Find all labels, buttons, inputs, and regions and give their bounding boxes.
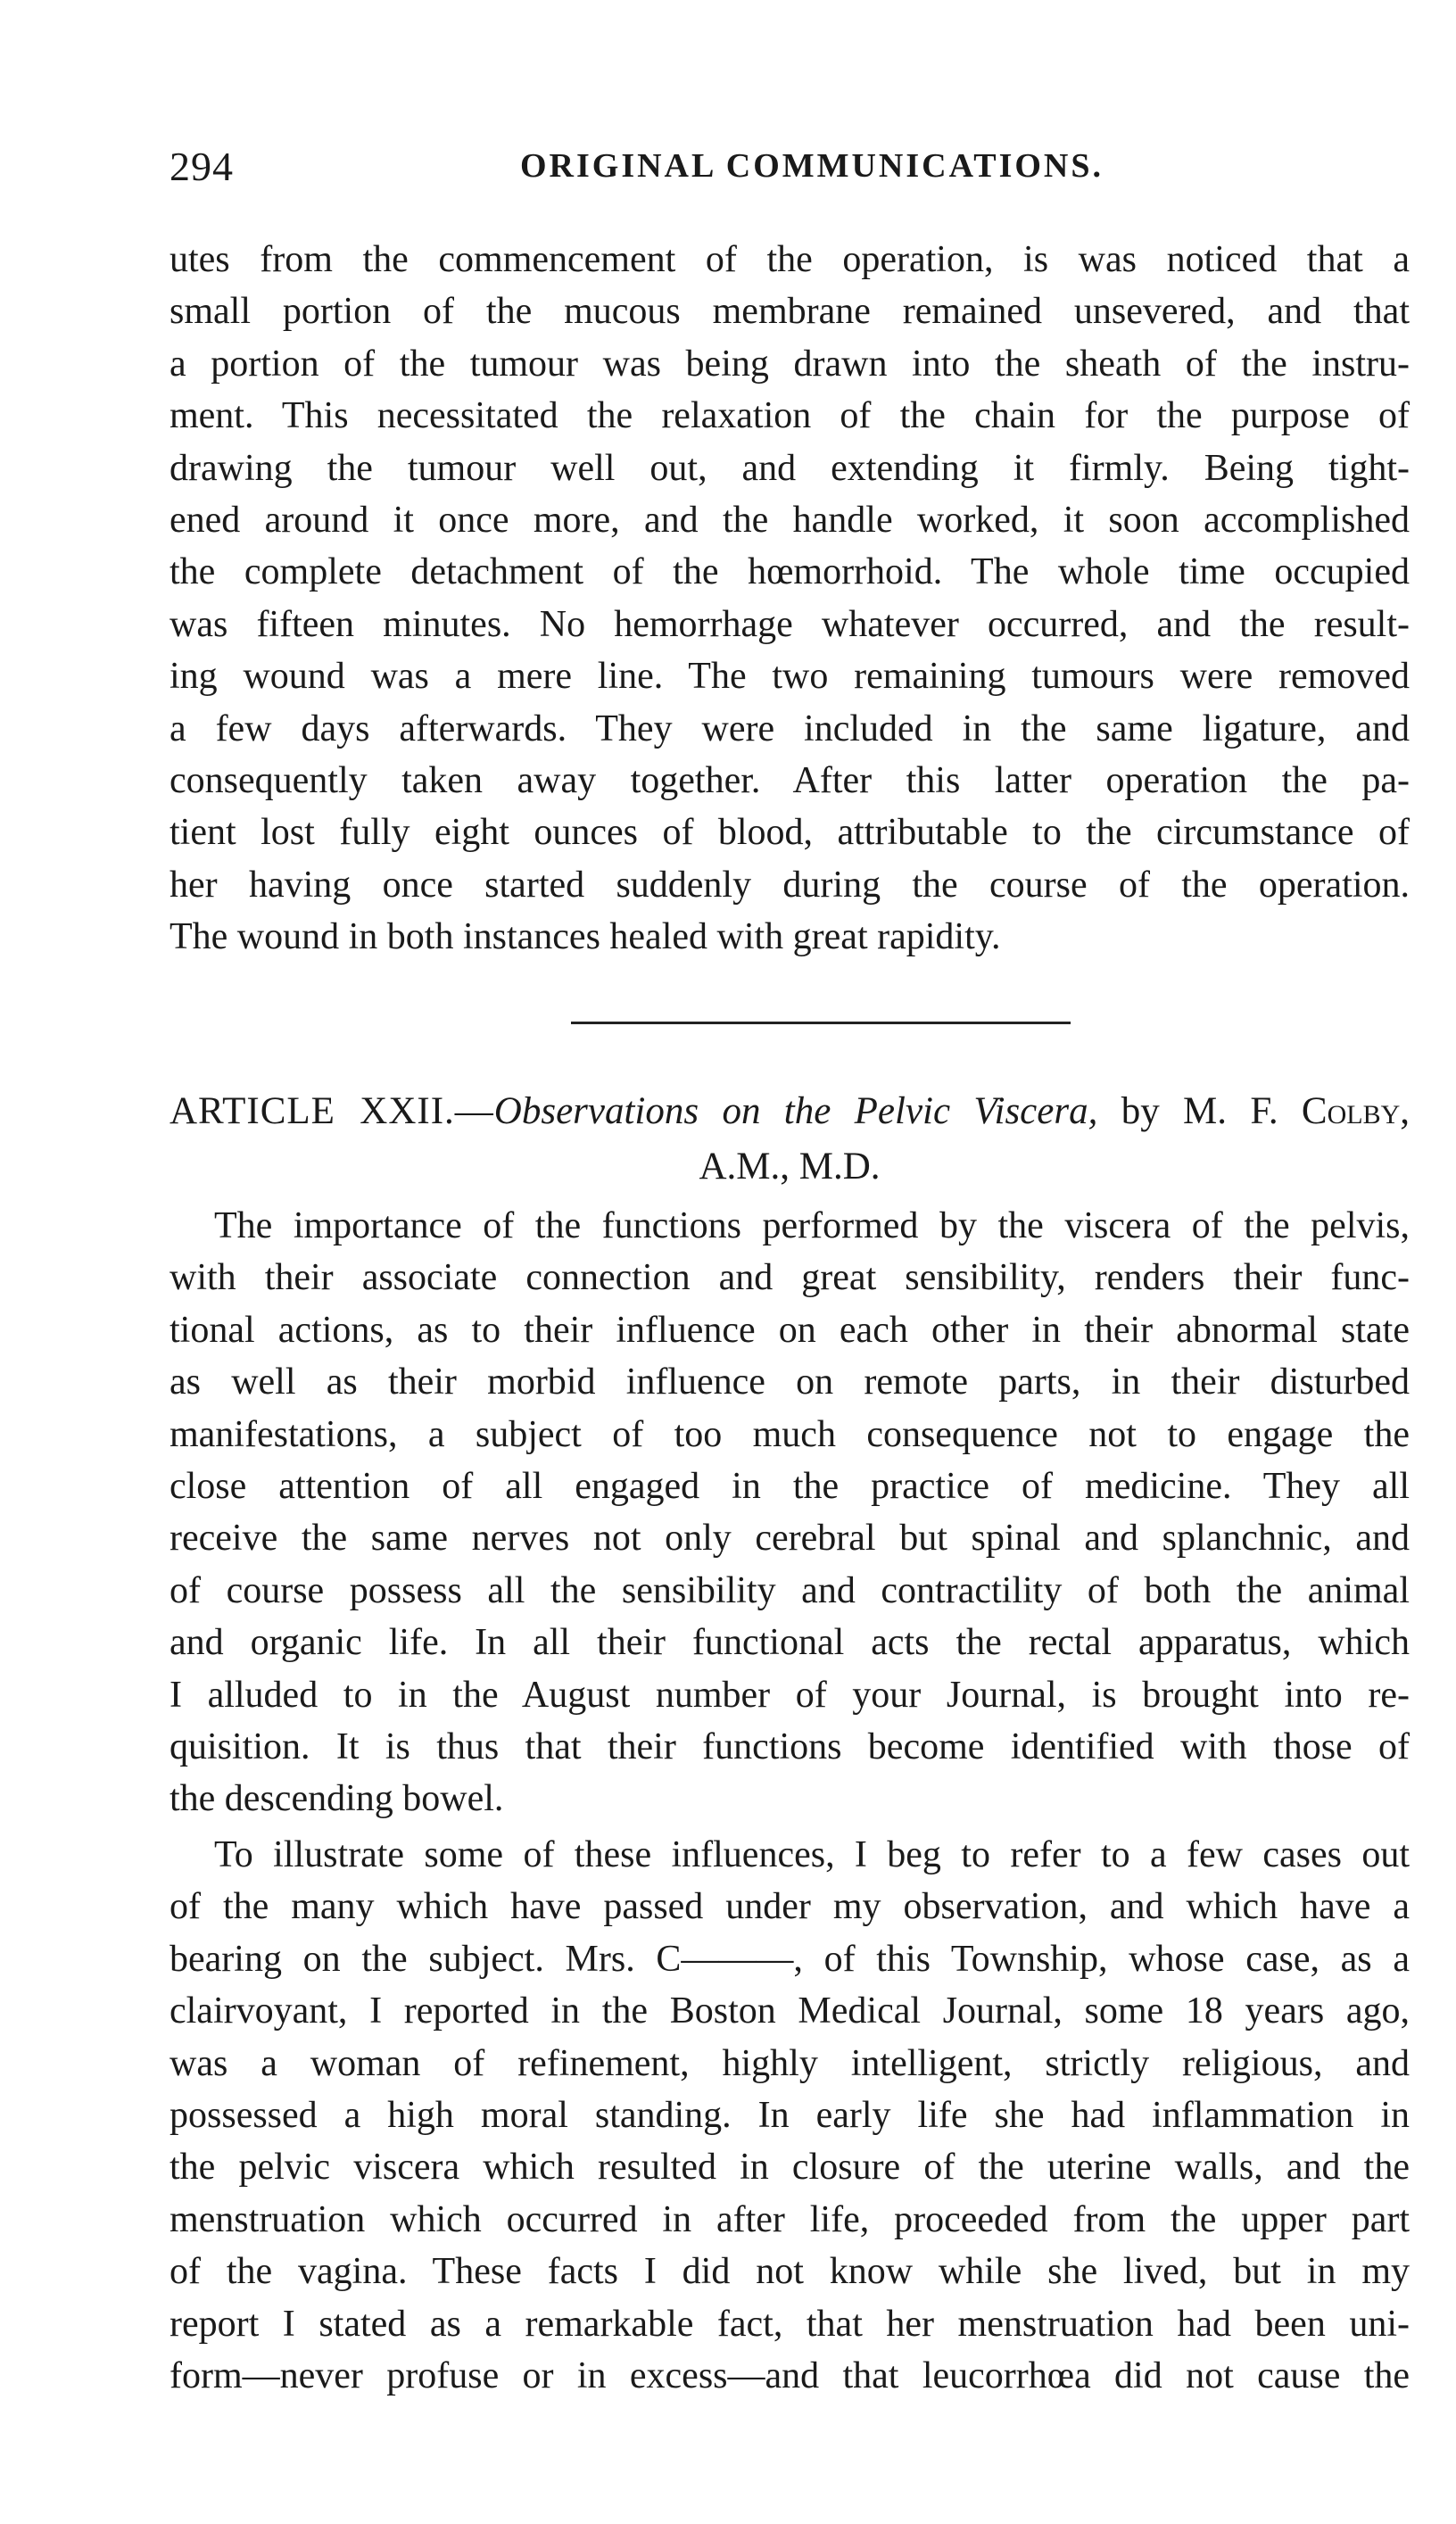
text-line: small portion of the mucous membrane remained unsevered, and that [170,291,1410,333]
text-line: of course possess all the sensibility and contractility of both the animal [170,1569,1410,1611]
article-heading-line [170,1084,1410,1139]
text-line: utes from the commencement of the operation, is was noticed that a [170,239,1410,280]
section-divider [571,1022,1071,1024]
text-line: To illustrate some of these influences, I beg to refer to a few cases out [214,1834,1410,1875]
text-line: as well as their morbid influence on remote parts, in their disturbed [170,1361,1410,1403]
text-line: a few days afterwards. They were included in the same ligature, and [170,708,1410,749]
article-title: Observations on the Pelvic Viscera, [493,1090,1098,1132]
text-line: her having once started suddenly during the course of the operation. [170,864,1410,906]
text-line: was fifteen minutes. No hemorrhage whatever occurred, and the result- [170,603,1410,645]
running-title: ORIGINAL COMMUNICATIONS. [519,147,1104,185]
text-line: I alluded to in the August number of your Journal, is brought into re- [170,1674,1410,1716]
text-line: of the many which have passed under my observation, and which have a [170,1886,1410,1928]
article-heading [170,1084,1410,1195]
paragraph-illustrate [170,1829,1410,2402]
article-author: M. F. Colby, [1183,1090,1410,1132]
text-line: ened around it once more, and the handle worked, it soon accomplished [170,499,1410,541]
text-line: The wound in both instances healed with great rapidity. [170,916,1001,958]
text-line: possessed a high moral standing. In early life she had inflammation in [170,2094,1410,2136]
article-by: by [1121,1090,1160,1132]
text-line: menstruation which occurred in after life, proceeded from the upper part [170,2198,1410,2240]
text-line: drawing the tumour well out, and extending it firmly. Being tight- [170,447,1410,489]
text-line: manifestations, a subject of too much consequence not to engage the [170,1413,1410,1455]
text-line: with their associate connection and great sensibility, renders their func- [170,1257,1410,1299]
text-line: consequently taken away together. After this latter operation the pa- [170,759,1410,801]
text-line: receive the same nerves not only cerebral but spinal and splanchnic, and [170,1518,1410,1560]
text-line: tient lost fully eight ounces of blood, attributable to the circumstance of [170,812,1410,854]
text-line: and organic life. In all their functional acts the rectal apparatus, which [170,1622,1410,1664]
text-line: clairvoyant, I reported in the Boston Medical Journal, some 18 years ago, [170,1990,1410,2032]
article-credentials: A.M., M.D. [699,1146,881,1188]
text-line: the pelvic viscera which resulted in closure of the uterine walls, and the [170,2147,1410,2189]
text-line: tional actions, as to their influence on each other in their abnormal state [170,1309,1410,1351]
text-line: close attention of all engaged in the practice of medicine. They all [170,1465,1410,1507]
text-line: was a woman of refinement, highly intelligent, strictly religious, and [170,2042,1410,2084]
text-line: form—never profuse or in excess—and that leucorrhœa did not cause the [170,2354,1410,2396]
text-line: The importance of the functions performed by the viscera of the pelvis, [214,1205,1410,1246]
text-line: the complete detachment of the hœmorrhoid. The whole time occupied [170,551,1410,593]
text-line: bearing on the subject. Mrs. C———, of this Township, whose case, as a [170,1938,1410,1980]
page-number: 294 [170,144,234,189]
text-line: ment. This necessitated the relaxation of the chain for the purpose of [170,395,1410,437]
text-line: ing wound was a mere line. The two remaining tumours were removed [170,656,1410,698]
text-line: report I stated as a remarkable fact, that her menstruation had been uni- [170,2303,1410,2345]
text-line: a portion of the tumour was being drawn into the sheath of the instru- [170,343,1410,385]
text-line: quisition. It is thus that their functions become identified with those of [170,1725,1410,1767]
paragraph-importance [170,1200,1410,1825]
article-label: ARTICLE XXII.— [170,1090,494,1132]
continued-paragraph [170,234,1410,963]
text-line: of the vagina. These facts I did not know while she lived, but in my [170,2251,1410,2293]
text-line: the descending bowel. [170,1778,504,1820]
running-head [170,143,1401,205]
